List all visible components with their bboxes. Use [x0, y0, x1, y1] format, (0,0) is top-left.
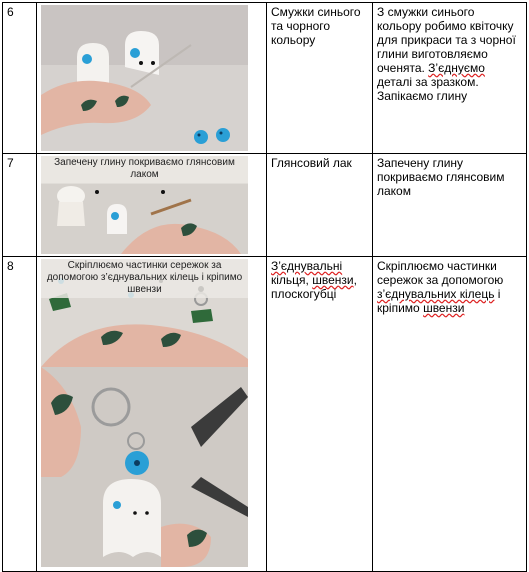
table-row: [3, 3, 527, 154]
step-materials: Глянсовий лак: [267, 154, 373, 257]
step-materials: [267, 257, 373, 572]
step-8-photo-top: [41, 259, 248, 367]
step-photo-cell: [37, 257, 267, 572]
step-number: 8: [3, 257, 37, 572]
materials-text: , плоскогубці: [271, 273, 357, 301]
description-text: з’єднувальних кілець: [377, 287, 495, 301]
materials-text: З’єднувальні: [271, 259, 343, 273]
step-photo-cell: [37, 154, 267, 257]
materials-text: швензи: [312, 273, 354, 287]
table-row: [3, 154, 527, 257]
step-photo-cell: [37, 3, 267, 154]
step-6-photo: [41, 5, 248, 151]
description-text: З’єднуємо: [428, 61, 485, 75]
description-text: Запечену глину покриваємо глянсовим лаком: [377, 156, 505, 198]
materials-text: кільця,: [271, 273, 313, 287]
step-8-photo-bottom: [41, 367, 248, 567]
step-number: 7: [3, 154, 37, 257]
step-description: [373, 154, 527, 257]
step-materials: Смужки синього та чорного кольору: [267, 3, 373, 154]
description-text: деталі за зразком. Запікаємо глину: [377, 75, 479, 103]
description-text: З смужки синього кольору робимо квіточку для прикраси та з чорної глини виготовляємо оченята.: [377, 5, 516, 75]
photo-caption: Запечену глину покриваємо глянсовим лаком: [41, 156, 248, 183]
description-text: і кріпимо: [377, 287, 501, 315]
steps-table: [2, 2, 527, 572]
description-text: швензи: [423, 301, 465, 315]
step-number: 6: [3, 3, 37, 154]
step-description: [373, 257, 527, 572]
description-text: Скріплюємо частинки сережок за допомогою: [377, 259, 504, 287]
step-description: [373, 3, 527, 154]
photo-caption: Скріплюємо частинки сережок за допомогою з’єднувальних кілець і кріпимо швензи: [41, 259, 248, 298]
step-7-photo: [41, 156, 248, 254]
table-row: [3, 257, 527, 572]
